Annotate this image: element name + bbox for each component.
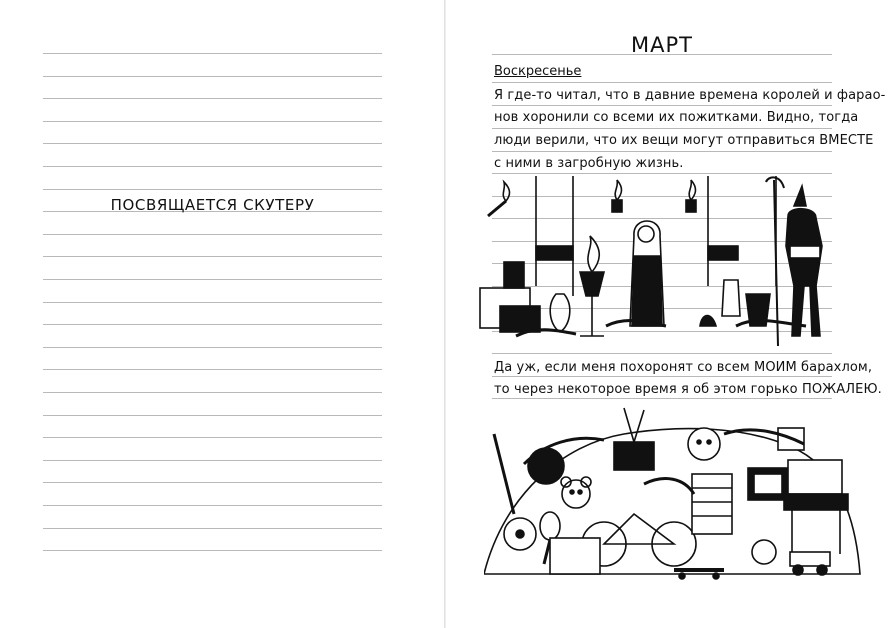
paragraph-line: нов хоронили со всеми их пожитками. Видно, тогда — [494, 110, 859, 125]
ruled-line — [492, 128, 832, 129]
racket-icon — [540, 512, 560, 540]
ruled-line — [43, 415, 382, 416]
ruled-line — [43, 347, 382, 348]
ruled-line — [43, 437, 382, 438]
ruled-line — [43, 279, 382, 280]
ruled-line — [492, 151, 832, 152]
ruled-line — [492, 353, 832, 354]
ruled-line — [43, 550, 382, 551]
ruled-line — [43, 76, 382, 77]
ruled-line — [43, 324, 382, 325]
ruled-line — [43, 189, 382, 190]
day-heading: Воскресенье — [494, 64, 582, 79]
ruled-line — [43, 528, 382, 529]
paragraph-line: то через некоторое время я об этом горько ПОЖАЛЕЮ. — [494, 382, 882, 397]
ruled-line — [43, 302, 382, 303]
ruled-line — [492, 82, 832, 83]
paragraph-line: люди верили, что их вещи могут отправиться ВМЕСТЕ — [494, 133, 874, 148]
paragraph-line: с ними в загробную жизнь. — [494, 156, 684, 171]
ruled-line — [492, 173, 832, 174]
ruled-line — [43, 392, 382, 393]
tomb-illustration — [476, 176, 856, 352]
paragraph-line: Да уж, если меня похоронят со всем МОИМ барахлом, — [494, 360, 873, 375]
ball-icon — [752, 540, 776, 564]
ruled-line — [492, 398, 832, 399]
ruled-line — [492, 105, 832, 106]
paragraph-line: Я где-то читал, что в давние времена королей и фарао- — [494, 88, 886, 103]
ruled-line — [43, 98, 382, 99]
ruled-line — [43, 482, 382, 483]
ruled-line — [43, 369, 382, 370]
face-icon — [688, 428, 720, 460]
book-gutter — [444, 0, 446, 628]
ruled-line — [43, 256, 382, 257]
month-heading: МАРТ — [631, 33, 693, 57]
ruled-line — [492, 376, 832, 377]
ruled-line — [43, 121, 382, 122]
globe-icon — [528, 448, 564, 484]
left-page — [0, 0, 445, 628]
ruled-line — [43, 234, 382, 235]
ruled-line — [43, 166, 382, 167]
dedication-text: ПОСВЯЩАЕТСЯ СКУТЕРУ — [110, 196, 315, 214]
toy-car-icon — [790, 552, 830, 566]
ruled-line — [43, 505, 382, 506]
torch-icon — [686, 180, 696, 212]
ruled-line — [43, 460, 382, 461]
ruled-line — [43, 143, 382, 144]
aquarium-icon — [788, 460, 842, 494]
torch-icon — [612, 180, 622, 212]
junk-pile-illustration — [484, 404, 864, 590]
ruled-line — [43, 53, 382, 54]
